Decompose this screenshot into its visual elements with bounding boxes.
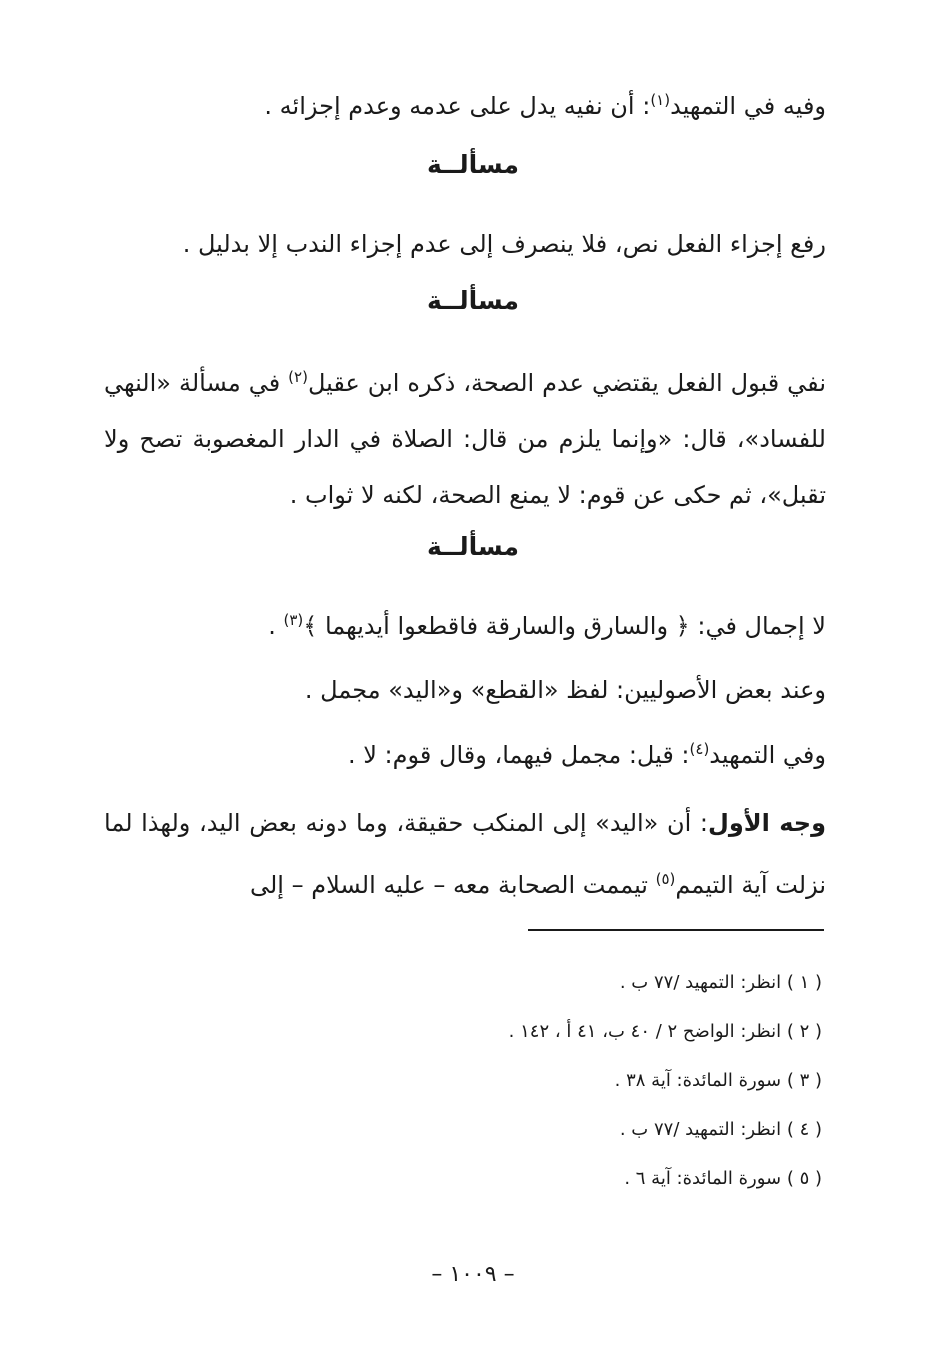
text-line-1 — [100, 84, 826, 128]
page-number: – ١٠٠٩ – — [431, 1262, 515, 1287]
footnote-4: ( ٤ ) انظر: التمهيد /٧٧ ب . — [619, 1119, 822, 1140]
paragraph-3 — [104, 355, 826, 523]
line-1-text: وفيه في التمهيد — [670, 92, 826, 120]
text-line-2: رفع إجزاء الفعل نص، فلا ينصرف إلى عدم إجزاء الندب إلا بدليل . — [182, 230, 826, 258]
footnote-5: ( ٥ ) سورة المائدة: آية ٦ . — [624, 1168, 822, 1189]
footnote-separator — [528, 929, 824, 931]
text-line-5: وعند بعض الأصوليين: لفظ «القطع» و«اليد» مجمل . — [304, 676, 826, 704]
paragraph-7 — [104, 792, 826, 916]
line-6-rest: : قيل: مجمل فيهما، وقال قوم: لا . — [347, 741, 690, 769]
footnote-2: ( ٢ ) انظر: الواضح ٢ / ٤٠ ب، ٤١ أ ، ١٤٢ . — [508, 1021, 822, 1042]
section-heading-3: مسألــة — [427, 532, 519, 561]
text-line-6 — [100, 733, 826, 777]
paragraph-7-part-a: : أن «اليد» إلى المنكب حقيقة، وما دونه بعض اليد، ولهذا لما نزلت آية التيمم — [104, 809, 826, 899]
line-6-text: وفي التمهيد — [709, 741, 826, 769]
footnote-1: ( ١ ) انظر: التمهيد /٧٧ ب . — [619, 972, 822, 993]
footnote-ref-3: (٣) — [283, 611, 304, 629]
line-1-rest: : أن نفيه يدل على عدمه وعدم إجزائه . — [264, 92, 651, 120]
paragraph-7-part-b: تيممت الصحابة معه – عليه السلام – إلى — [249, 871, 656, 899]
footnote-3: ( ٣ ) سورة المائدة: آية ٣٨ . — [614, 1070, 822, 1091]
paragraph-7-bold-lead: وجه الأول — [708, 809, 826, 837]
section-heading-1: مسألــة — [427, 150, 519, 179]
footnote-ref-1: (١) — [650, 91, 671, 109]
footnote-ref-2: (٢) — [288, 368, 308, 386]
paragraph-3-part-b: في مسألة «النهي للفساد»، قال: «وإنما يلزم من قال: الصلاة في الدار المغصوبة تصح ولا تقبل»، ثم حكى عن قوم: لا يمنع الصحة، لكنه لا ثواب . — [104, 369, 826, 509]
footnote-ref-5: (٥) — [655, 870, 676, 888]
paragraph-3-part-a: نفي قبول الفعل يقتضي عدم الصحة، ذكره ابن عقيل — [307, 369, 827, 397]
section-heading-2: مسألــة — [427, 286, 519, 315]
footnotes-list — [100, 958, 822, 1203]
line-4-text: لا إجمال في: ﴿ والسارق والسارقة فاقطعوا أيديهما ﴾ — [303, 612, 826, 640]
footnote-ref-4: (٤) — [689, 740, 710, 758]
text-line-4 — [100, 604, 826, 648]
line-4-end: . — [268, 612, 284, 640]
